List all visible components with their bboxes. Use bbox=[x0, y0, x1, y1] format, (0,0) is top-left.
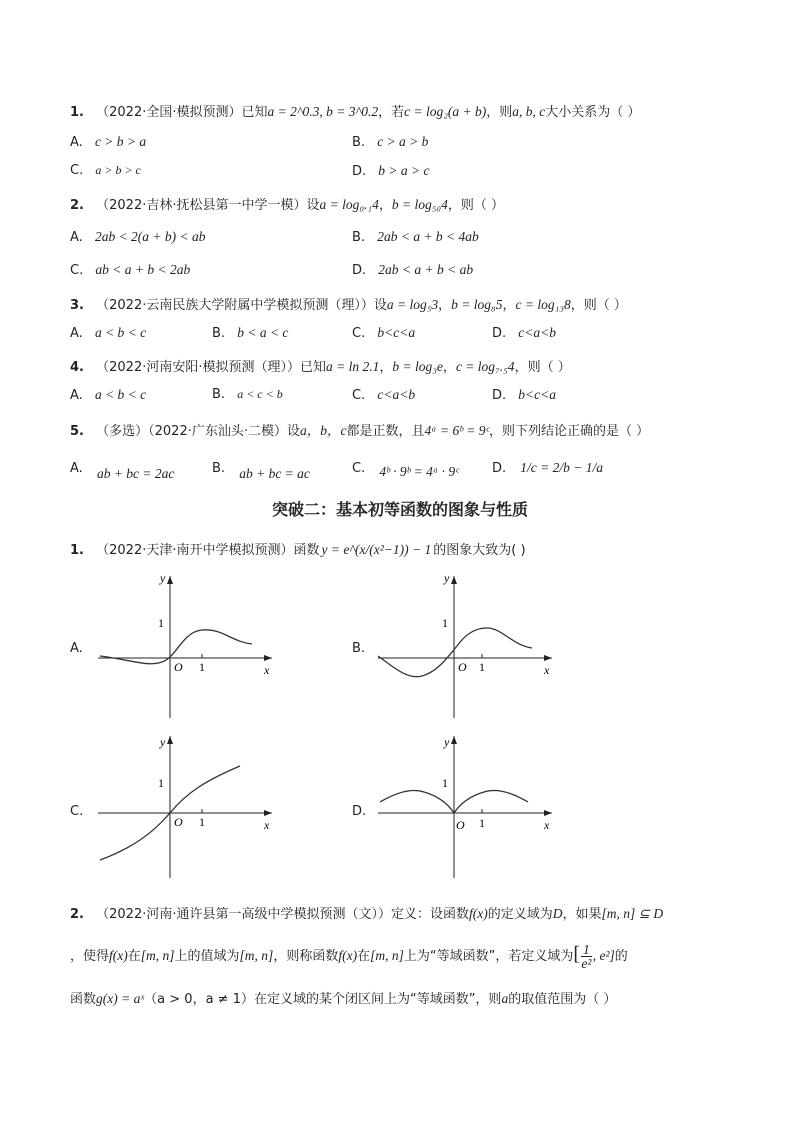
question-condition: c = log₂(a + b) bbox=[404, 104, 487, 119]
option-text: 4ᵇ · 9ᵇ = 4ᵃ · 9ᶜ bbox=[379, 464, 459, 479]
question-number: 1. bbox=[70, 105, 84, 120]
question-2-line-3 bbox=[70, 988, 616, 1007]
question-condition: 4ᵃ = 6ᵇ = 9ᶜ bbox=[424, 423, 490, 438]
option-text: ab < a + b < 2ab bbox=[95, 262, 191, 277]
math-a: a bbox=[501, 991, 509, 1006]
option-label: A. bbox=[70, 461, 83, 476]
graph-d[interactable] bbox=[372, 730, 562, 880]
x-arrow bbox=[264, 655, 272, 661]
math-interval: [m, n] bbox=[140, 948, 175, 963]
question-text: ，则（ ） bbox=[570, 298, 627, 313]
question-text: 的 bbox=[614, 949, 628, 964]
graph-curve bbox=[100, 630, 252, 664]
option-label: C. bbox=[352, 388, 366, 403]
graph-d-label[interactable]: D. bbox=[352, 804, 367, 819]
x-arrow bbox=[544, 810, 552, 816]
question-text: ，如果 bbox=[562, 907, 602, 922]
graph-a-label[interactable]: A. bbox=[70, 641, 83, 656]
question-given: b = log₅₀4 bbox=[391, 197, 448, 212]
question-text: ，若 bbox=[378, 105, 405, 120]
question-text: ，则称函数 bbox=[273, 949, 339, 964]
axis-label-y: y bbox=[160, 735, 166, 749]
option-label: B. bbox=[352, 135, 366, 150]
option-label: D. bbox=[492, 326, 507, 341]
origin-label: O bbox=[456, 818, 465, 832]
option-label: C. bbox=[352, 461, 366, 476]
option-text: a < b < c bbox=[94, 325, 147, 340]
question-4 bbox=[70, 356, 571, 375]
y-arrow bbox=[167, 576, 173, 584]
comma: ， bbox=[379, 360, 393, 375]
option-b[interactable] bbox=[212, 460, 310, 481]
option-a[interactable] bbox=[70, 387, 146, 403]
question-source: （2022·云南民族大学附属中学模拟预测（理））设 bbox=[96, 298, 387, 313]
option-a[interactable] bbox=[70, 460, 175, 481]
question-text: 的取值范围为（ ） bbox=[508, 992, 617, 1007]
math-f: f(x) bbox=[338, 948, 358, 963]
question-3 bbox=[70, 294, 627, 313]
option-a[interactable] bbox=[70, 325, 146, 341]
option-label: D. bbox=[492, 388, 507, 403]
question-given: a = 2^0.3, b = 3^0.2 bbox=[267, 104, 379, 119]
option-label: A. bbox=[70, 135, 83, 150]
question-1 bbox=[70, 101, 640, 120]
option-label: C. bbox=[70, 263, 84, 278]
question-text: （2022·河南·通许县第一高级中学模拟预测（文））定义：设函数 bbox=[96, 907, 469, 922]
option-text: 1/c = 2/b − 1/a bbox=[520, 460, 604, 475]
option-label: B. bbox=[212, 461, 226, 476]
axis-label-x: x bbox=[264, 818, 270, 832]
graph-a[interactable] bbox=[92, 570, 282, 720]
question-text: 函数 bbox=[70, 992, 97, 1007]
option-d[interactable] bbox=[352, 262, 473, 278]
option-label: B. bbox=[212, 387, 226, 402]
option-text: b<c<a bbox=[518, 387, 557, 402]
question-source: （2022·吉林·抚松县第一中学一模）设 bbox=[96, 198, 320, 213]
option-label: A. bbox=[70, 326, 83, 341]
question-text: ，则 bbox=[486, 105, 513, 120]
comma: ， bbox=[502, 298, 516, 313]
graph-b[interactable] bbox=[372, 570, 562, 720]
option-text: 2ab < a + b < 4ab bbox=[377, 229, 479, 244]
axis-label-y: y bbox=[444, 735, 450, 749]
question-text: 上为“等域函数”，若定义域为 bbox=[403, 949, 574, 964]
y-arrow bbox=[167, 736, 173, 744]
question-number: 1. bbox=[70, 543, 84, 558]
question-vars: a, b, c bbox=[512, 104, 546, 119]
question-text: 上的值域为 bbox=[174, 949, 240, 964]
question-given: c = log₁₃8 bbox=[515, 297, 571, 312]
option-a[interactable] bbox=[70, 229, 206, 245]
option-d[interactable] bbox=[492, 325, 556, 341]
question-text: ，则（ ） bbox=[447, 198, 505, 213]
question-text: ，则下列结论正确的是（ ） bbox=[489, 424, 650, 439]
graph-curve bbox=[378, 628, 532, 677]
tick-label-x: 1 bbox=[479, 816, 485, 830]
math-interval: [m, n] bbox=[370, 948, 404, 963]
option-label: D. bbox=[352, 263, 367, 278]
math-f: f(x) bbox=[468, 906, 488, 921]
option-b[interactable] bbox=[352, 134, 428, 150]
question-number: 3. bbox=[70, 298, 84, 313]
x-arrow bbox=[544, 655, 552, 661]
x-arrow bbox=[264, 810, 272, 816]
question-text: 的定义域为 bbox=[487, 907, 553, 922]
option-label: A. bbox=[70, 230, 83, 245]
option-a[interactable] bbox=[70, 134, 146, 150]
question-source: （2022·河南安阳·模拟预测（理））已知 bbox=[96, 360, 326, 375]
math-g: g(x) = aˣ bbox=[96, 991, 145, 1006]
tick-label-y: 1 bbox=[442, 776, 448, 790]
option-b[interactable] bbox=[212, 325, 288, 341]
math-subset: [m, n] ⊆ D bbox=[601, 906, 664, 921]
question-source: （2022·全国·模拟预测）已知 bbox=[96, 105, 268, 120]
question-given: a = log₅3 bbox=[386, 297, 439, 312]
option-label: D. bbox=[352, 164, 367, 179]
comma: ， bbox=[378, 198, 392, 213]
y-arrow bbox=[451, 576, 457, 584]
option-c[interactable] bbox=[352, 460, 459, 479]
question-source: （多选）（2022·广东汕头·二模）设 bbox=[96, 424, 300, 439]
question-text: 的图象大致为( ) bbox=[433, 543, 526, 558]
question-given: b = log₈5 bbox=[451, 297, 503, 312]
question-given: a = ln 2.1 bbox=[325, 359, 380, 374]
option-d[interactable] bbox=[352, 163, 430, 179]
axis-label-y: y bbox=[160, 571, 166, 585]
question-text: ，则（ ） bbox=[514, 360, 571, 375]
option-text: b > a > c bbox=[378, 163, 430, 178]
option-b[interactable] bbox=[352, 229, 479, 245]
option-text: a > b > c bbox=[95, 163, 141, 177]
origin-label: O bbox=[458, 660, 467, 674]
question-text: （a > 0，a ≠ 1）在定义域的某个闭区间上为“等域函数”，则 bbox=[144, 992, 502, 1007]
question-2-line-2 bbox=[70, 943, 628, 970]
origin-label: O bbox=[174, 815, 183, 829]
math-d: D bbox=[552, 906, 563, 921]
graph-b-label[interactable]: B. bbox=[352, 641, 366, 656]
question-2 bbox=[70, 194, 504, 213]
question-text: ，使得 bbox=[70, 949, 110, 964]
tick-label-x: 1 bbox=[199, 660, 205, 674]
option-d[interactable] bbox=[492, 387, 556, 403]
option-text: b < a < c bbox=[237, 325, 289, 340]
option-text: ab + bc = 2ac bbox=[96, 466, 175, 481]
question-number: 2. bbox=[70, 907, 84, 922]
option-c[interactable] bbox=[352, 325, 415, 341]
tick-label-x: 1 bbox=[199, 815, 205, 829]
option-text: a < b < c bbox=[94, 387, 147, 402]
question-number: 4. bbox=[70, 360, 84, 375]
option-text: 2ab < a + b < ab bbox=[378, 262, 474, 277]
option-c[interactable] bbox=[352, 387, 415, 403]
bracket-left: [ bbox=[573, 943, 580, 965]
option-label: C. bbox=[70, 163, 84, 178]
math-interval: [m, n] bbox=[239, 948, 274, 963]
question-text: 在 bbox=[357, 949, 371, 964]
domain-right: , e²] bbox=[592, 948, 615, 963]
option-label: B. bbox=[352, 230, 366, 245]
graph-c-label[interactable]: C. bbox=[70, 804, 84, 819]
question-given: b = log₃e bbox=[392, 359, 443, 374]
option-text: c > b > a bbox=[94, 134, 147, 149]
question-text: 在 bbox=[127, 949, 141, 964]
option-b[interactable] bbox=[212, 387, 283, 402]
tick-label-y: 1 bbox=[442, 616, 448, 630]
comma: ， bbox=[442, 360, 456, 375]
question-given: a = log₀.₁4 bbox=[319, 197, 379, 212]
question-vars: a，b，c bbox=[299, 423, 347, 438]
option-label: C. bbox=[352, 326, 366, 341]
axis-label-x: x bbox=[264, 663, 270, 677]
question-1 bbox=[70, 539, 526, 558]
comma: ， bbox=[438, 298, 452, 313]
option-text: c > a > b bbox=[377, 134, 429, 149]
question-given: c = log₇.₅4 bbox=[455, 359, 515, 374]
axis-label-x: x bbox=[544, 663, 550, 677]
option-text: c<a<b bbox=[518, 325, 557, 340]
question-2 bbox=[70, 903, 663, 922]
y-arrow bbox=[451, 736, 457, 744]
tick-label-y: 1 bbox=[158, 616, 164, 630]
math-f: f(x) bbox=[109, 948, 128, 963]
option-c[interactable] bbox=[70, 163, 141, 178]
question-function: y = e^(x/(x²−1)) − 1 bbox=[321, 542, 432, 557]
tick-label-x: 1 bbox=[479, 660, 485, 674]
question-5 bbox=[70, 419, 649, 439]
axis-label-y: y bbox=[444, 571, 450, 585]
question-text: 都是正数，且 bbox=[346, 424, 425, 439]
option-label: B. bbox=[212, 326, 226, 341]
question-text: 大小关系为（ ） bbox=[545, 105, 641, 120]
option-text: ab + bc = ac bbox=[239, 466, 310, 481]
question-number: 2. bbox=[70, 198, 84, 213]
option-text: a < c < b bbox=[237, 387, 283, 401]
fraction-denominator: e² bbox=[581, 956, 592, 971]
option-d[interactable] bbox=[492, 452, 604, 476]
graph-c[interactable] bbox=[92, 730, 282, 880]
fraction-numerator: 1 bbox=[583, 942, 590, 957]
origin-label: O bbox=[174, 660, 183, 674]
option-label: A. bbox=[70, 388, 83, 403]
option-text: 2ab < 2(a + b) < ab bbox=[94, 229, 206, 244]
tick-label-y: 1 bbox=[158, 776, 164, 790]
question-number: 5. bbox=[70, 424, 84, 439]
option-text: b<c<a bbox=[377, 325, 416, 340]
axis-label-x: x bbox=[544, 818, 550, 832]
domain-fraction bbox=[581, 943, 592, 970]
section-title: 突破二：基本初等函数的图象与性质 bbox=[271, 500, 528, 519]
option-label: D. bbox=[492, 461, 507, 476]
option-text: c<a<b bbox=[377, 387, 416, 402]
option-c[interactable] bbox=[70, 262, 190, 278]
question-source: （2022·天津·南开中学模拟预测）函数 bbox=[96, 543, 320, 558]
